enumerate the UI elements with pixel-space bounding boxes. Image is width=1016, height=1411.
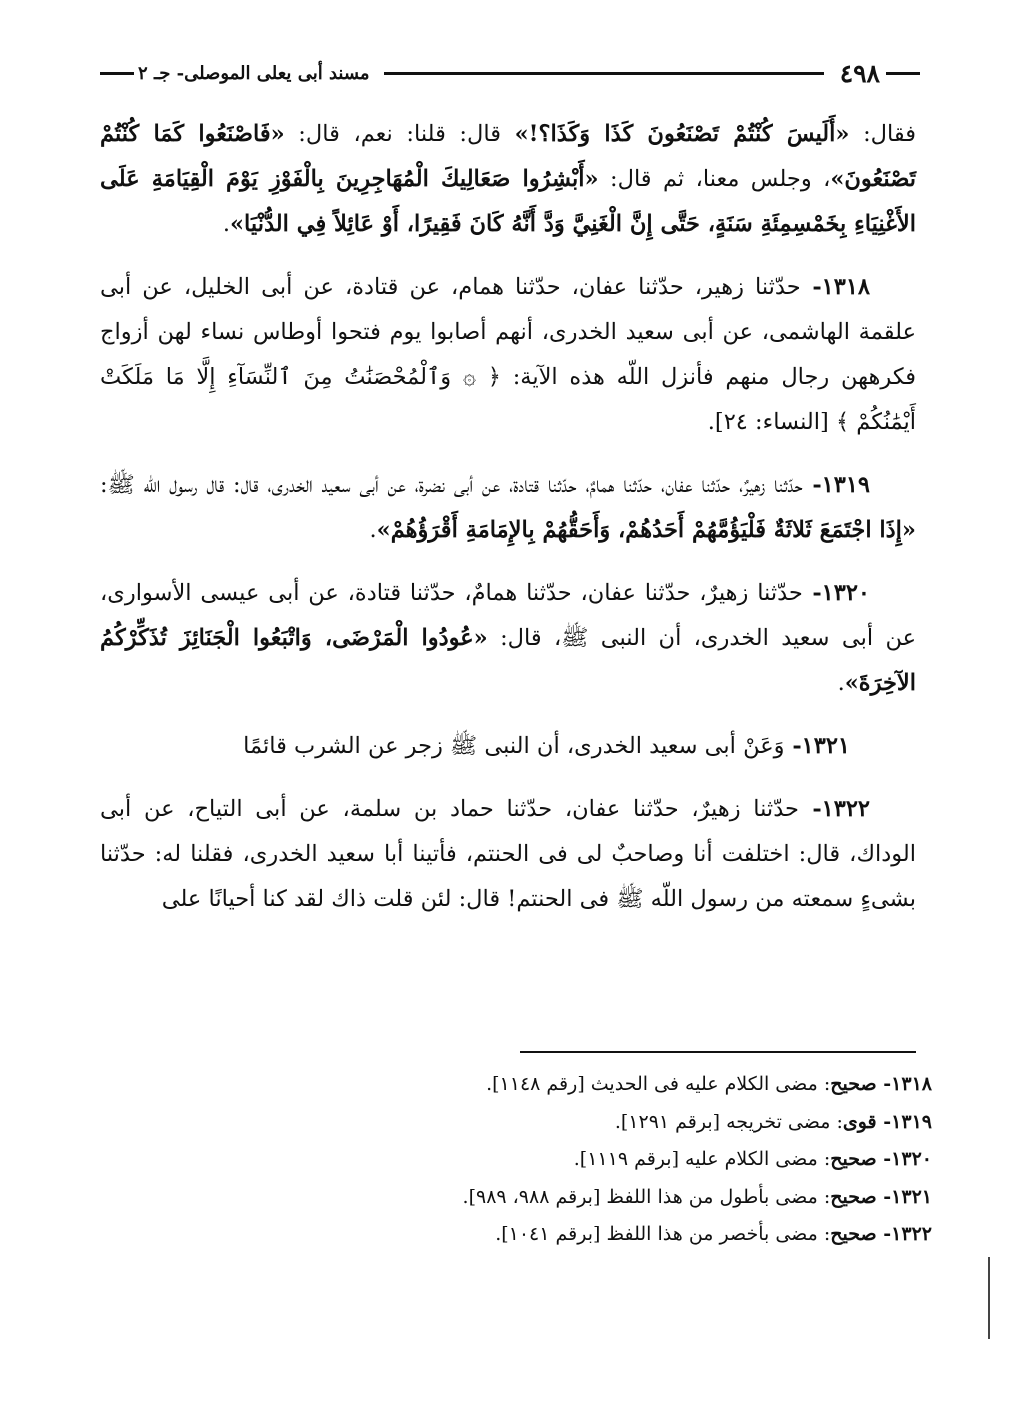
footnote-grade: قوى	[842, 1110, 877, 1133]
hadith-1321	[100, 724, 916, 769]
book-title: مسند أبى يعلى الموصلى- جـ ٢	[138, 62, 370, 84]
text-span: حدّثنا زهيرٌ، حدّثنا عفان، حدّثنا همامٌ، حدّثنا قتادة، عن أبى نضرة، عن أبى سعيد الخدرى، قال: قال رسول اللّه ﷺ:	[100, 472, 803, 498]
footnote-number: ١٣٢١-	[876, 1185, 932, 1208]
main-text	[100, 112, 916, 940]
text-span: [النساء: ٢٤].	[707, 409, 836, 435]
footnote-text: : مضى بأطول من هذا اللفظ [برقم ٩٨٨، ٩٨٩].	[462, 1185, 831, 1208]
running-header	[100, 56, 920, 90]
footnote-grade: صحيح	[830, 1148, 877, 1170]
text-span: فقال:	[849, 121, 917, 147]
footnote-grade: صحيح	[830, 1185, 877, 1208]
text-span: قال: قلنا: نعم، قال:	[284, 121, 515, 147]
header-dash	[100, 72, 134, 75]
footnote-item	[132, 1216, 932, 1254]
footnote-item	[132, 1066, 932, 1104]
text-span: .	[369, 517, 377, 543]
hadith-quote: «أَلَيسَ كُنْتُمْ تَصْنَعُونَ كَذَا وَكَذَا؟!»	[514, 121, 850, 147]
footnote-number: ١٣٢٢-	[876, 1223, 932, 1245]
text-span: .	[222, 211, 230, 237]
hadith-number: ١٣١٩-	[802, 472, 870, 498]
hadith-number: ١٣٢٢-	[798, 796, 871, 822]
header-rule	[384, 72, 824, 75]
page-number: ٤٩٨	[839, 58, 880, 88]
hadith-1322	[100, 787, 916, 922]
footnote-text: : مضى الكلام عليه [برقم ١١١٩].	[573, 1148, 831, 1170]
footnote-text: : مضى بأخصر من هذا اللفظ [برقم ١٠٤١].	[495, 1223, 831, 1245]
paragraph-continuation	[100, 112, 916, 247]
hadith-number: ١٣٢١-	[784, 733, 850, 759]
hadith-1319	[100, 463, 916, 553]
footnote-item	[132, 1141, 932, 1179]
text-span: حدّثنا زهير، حدّثنا عفان، حدّثنا همام، عن قتادة، عن أبى الخليل، عن أبى علقمة الهاشمى، عن أبى سعيد الخدرى، أنهم أصابوا يوم فتحوا أوطاس نساء لهن أزواج فكرههن رجال منهم فأنزل اللّه هذه الآية:	[100, 274, 916, 390]
hadith-1318	[100, 265, 916, 445]
binding-mark	[988, 1257, 990, 1339]
footnote-grade: صحيح	[830, 1223, 877, 1245]
hadith-number: ١٣١٨-	[800, 274, 870, 300]
footnote-text: : مضى الكلام عليه فى الحديث [رقم ١١٤٨].	[486, 1073, 831, 1095]
hadith-quote: «عُودُوا الْمَرْضَى، وَاتْبَعُوا الْجَنَائِزَ تُذَكِّرْكُمُ الآخِرَةَ»	[100, 625, 916, 696]
footnote-number: ١٣١٨-	[876, 1073, 932, 1095]
text-span: ، وجلس معنا، ثم قال:	[598, 166, 831, 192]
footnote-grade: صحيح	[830, 1073, 877, 1095]
hadith-quote: «أَبْشِرُوا صَعَالِيكَ الْمُهَاجِرِينَ بِالْفَوْزِ يَوْمَ الْقِيَامَةِ عَلَى الأَغْنِيَاءِ بِخَمْسِمِئَةِ سَنَةٍ، حَتَّى إِنَّ الْغَنِيَّ وَدَّ أَنَّهُ كَانَ فَقِيرًا، أَوْ عَائِلاً فِي الدُّنْيَا»	[100, 166, 916, 237]
hadith-quote: «إِذَا اجْتَمَعَ ثَلاثَةٌ فَلْيَؤُمَّهُمْ أَحَدُهُمْ، وَأَحَقُّهُمْ بِالإِمَامَةِ أَقْرَؤُهُمْ»	[376, 517, 916, 543]
text-span: حدّثنا زهيرٌ، حدّثنا عفان، حدّثنا همامٌ، حدّثنا قتادة، عن أبى عيسى الأسوارى، عن أبى سعيد الخدرى، أن النبى ﷺ، قال:	[100, 580, 917, 651]
footnote-item	[132, 1104, 932, 1142]
hadith-1320	[100, 571, 916, 706]
footnote-number: ١٣١٩-	[876, 1110, 932, 1133]
header-dash	[886, 72, 920, 75]
footnote-number: ١٣٢٠-	[876, 1148, 932, 1170]
footnotes	[132, 1066, 932, 1254]
text-span: حدّثنا زهيرٌ، حدّثنا عفان، حدّثنا حماد بن سلمة، عن أبى التياح، عن أبى الوداك، قال: اختلفت أنا وصاحبٌ لى فى الحنتم، فأتينا أبا سعيد الخدرى، فقلنا له: حدّثنا بشىءٍ سمعته من رسول اللّه ﷺ فى الحنتم! قال: لئن قلت ذاك لقد كنا أحيانًا على	[100, 796, 916, 912]
text-span: وَعَنْ أبى سعيد الخدرى، أن النبى ﷺ زجر عن الشرب قائمًا	[243, 733, 785, 759]
footnote-text: : مضى تخريجه [برقم ١٢٩١].	[614, 1110, 843, 1133]
quran-verse: ﴿ ۞ وَٱلْمُحْصَنَٰتُ مِنَ ٱلنِّسَآءِ إِلَّا مَا مَلَكَتْ أَيْمَٰنُكُمْ ﴾	[100, 364, 916, 435]
hadith-quote: «فَاصْنَعُوا كَمَا كُنْتُمْ تَصْنَعُونَ»	[100, 121, 916, 192]
footnote-separator	[520, 1051, 916, 1053]
text-span: .	[837, 670, 845, 696]
hadith-number: ١٣٢٠-	[802, 580, 871, 606]
footnote-item	[132, 1179, 932, 1217]
